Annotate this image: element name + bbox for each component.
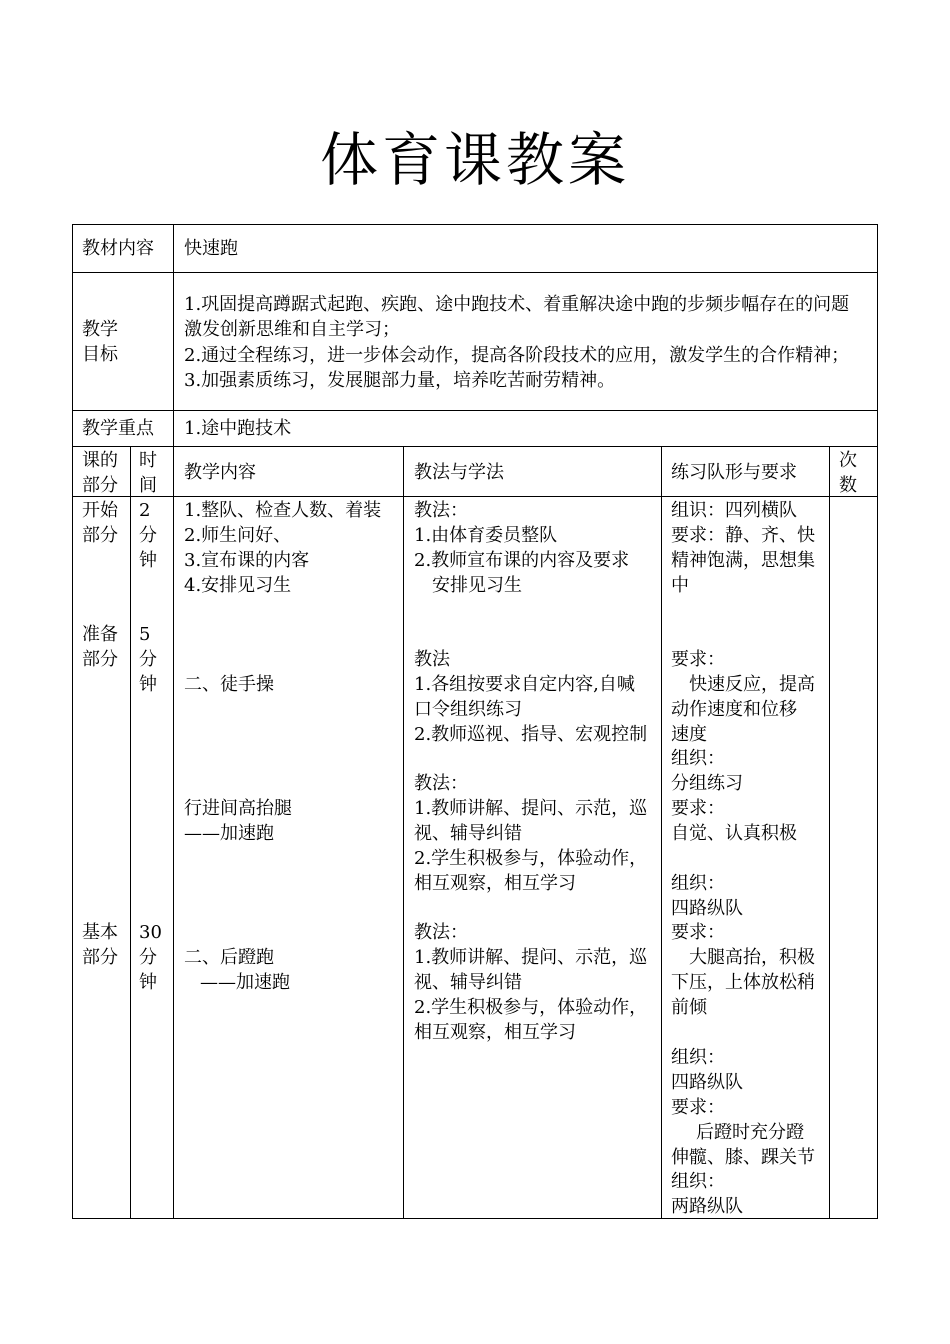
header-content: 教学内容	[184, 462, 256, 483]
section-time: 分	[139, 649, 157, 670]
content-line: 1.整队、检查人数、着装	[184, 500, 382, 521]
formation-line: 四路纵队	[671, 1072, 743, 1093]
content-line: 行进间高抬腿	[184, 798, 292, 819]
method-line: 视、辅导纠错	[414, 823, 522, 844]
content-line: ——加速跑	[184, 823, 274, 844]
header-time: 时	[139, 450, 157, 471]
method-line: 教法：	[414, 773, 468, 794]
formation-line: 速度	[671, 724, 707, 745]
formation-line: 要求：	[671, 922, 725, 943]
section-time: 5	[139, 624, 151, 645]
method-line: 2.学生积极参与，体验动作，	[414, 997, 648, 1018]
formation-line: 组织：	[671, 1047, 725, 1068]
content-line: 二、徒手操	[184, 674, 274, 695]
method-line: 口令组织练习	[414, 699, 522, 720]
section-time: 2	[139, 500, 151, 521]
formation-line: 动作速度和位移	[671, 699, 797, 720]
section-time: 分	[139, 947, 157, 968]
formation-line: 四路纵队	[671, 898, 743, 919]
method-line: 1.由体育委员整队	[414, 525, 558, 546]
method-line: 2.教师宣布课的内容及要求	[414, 550, 630, 571]
method-line: 教法	[414, 649, 450, 670]
header-part: 课的	[82, 450, 118, 471]
formation-line: 两路纵队	[671, 1196, 743, 1217]
formation-line: 快速反应，提高	[689, 674, 815, 695]
objective-item: 1.巩固提高蹲踞式起跑、疾跑、途中跑技术、着重解决途中跑的步频步幅存在的问题	[184, 294, 850, 315]
header-time: 间	[139, 475, 157, 496]
header-count: 次	[839, 450, 857, 471]
method-line: 1.教师讲解、提问、示范，巡	[414, 798, 648, 819]
objective-label-line: 教学	[82, 319, 118, 340]
section-time: 30	[139, 922, 162, 943]
formation-line: 后蹬时充分蹬	[696, 1122, 804, 1143]
method-line: 1.各组按要求自定内容,自喊	[414, 674, 635, 695]
objective-item: 激发创新思维和自主学习；	[184, 319, 400, 340]
section-time: 钟	[139, 550, 157, 571]
method-line: 教法：	[414, 922, 468, 943]
formation-line: 组织：	[671, 873, 725, 894]
section-time: 钟	[139, 674, 157, 695]
content-line: ——加速跑	[200, 972, 290, 993]
method-line: 2.教师巡视、指导、宏观控制	[414, 724, 648, 745]
formation-line: 下压，上体放松稍	[671, 972, 815, 993]
section-time: 分	[139, 525, 157, 546]
header-formation: 练习队形与要求	[671, 462, 797, 483]
method-line: 1.教师讲解、提问、示范，巡	[414, 947, 648, 968]
key-point-value: 1.途中跑技术	[184, 418, 292, 439]
section-part: 基本	[82, 922, 118, 943]
header-count: 数	[839, 475, 857, 496]
objective-item: 3.加强素质练习，发展腿部力量，培养吃苦耐劳精神。	[184, 370, 616, 391]
formation-line: 组织：	[671, 1171, 725, 1192]
section-time: 钟	[139, 972, 157, 993]
header-part: 部分	[82, 475, 118, 496]
method-line: 相互观察，相互学习	[414, 1022, 576, 1043]
formation-line: 精神饱满，思想集	[671, 550, 815, 571]
section-part: 开始	[82, 500, 118, 521]
formation-line: 自觉、认真积极	[671, 823, 797, 844]
section-part: 部分	[82, 649, 118, 670]
section-part: 部分	[82, 947, 118, 968]
method-line: 教法：	[414, 500, 468, 521]
content-line: 2.师生问好、	[184, 525, 292, 546]
content-line: 二、后蹬跑	[184, 947, 274, 968]
content-line: 3.宣布课的内客	[184, 550, 310, 571]
formation-line: 前倾	[671, 997, 707, 1018]
formation-line: 要求：	[671, 649, 725, 670]
header-method: 教法与学法	[414, 462, 504, 483]
objective-label-line: 目标	[82, 344, 118, 365]
formation-line: 组织：	[671, 748, 725, 769]
formation-line: 大腿高抬，积极	[689, 947, 815, 968]
method-line: 安排见习生	[432, 575, 522, 596]
section-part: 准备	[82, 624, 118, 645]
formation-line: 组识：四列横队	[671, 500, 797, 521]
method-line: 2.学生积极参与，体验动作，	[414, 848, 648, 869]
key-point-label: 教学重点	[82, 418, 154, 439]
material-label: 教材内容	[82, 238, 154, 259]
objective-item: 2.通过全程练习，进一步体会动作，提高各阶段技术的应用，激发学生的合作精神；	[184, 345, 850, 366]
method-line: 相互观察，相互学习	[414, 873, 576, 894]
material-value: 快速跑	[184, 238, 238, 259]
formation-line: 要求：	[671, 1097, 725, 1118]
formation-line: 要求：静、齐、快	[671, 525, 815, 546]
method-line: 视、辅导纠错	[414, 972, 522, 993]
formation-line: 分组练习	[671, 773, 743, 794]
formation-line: 中	[671, 575, 689, 596]
formation-line: 要求：	[671, 798, 725, 819]
formation-line: 伸髋、膝、踝关节	[671, 1147, 815, 1168]
page-title: 体育课教案	[319, 126, 630, 194]
section-part: 部分	[82, 525, 118, 546]
content-line: 4.安排见习生	[184, 575, 292, 596]
